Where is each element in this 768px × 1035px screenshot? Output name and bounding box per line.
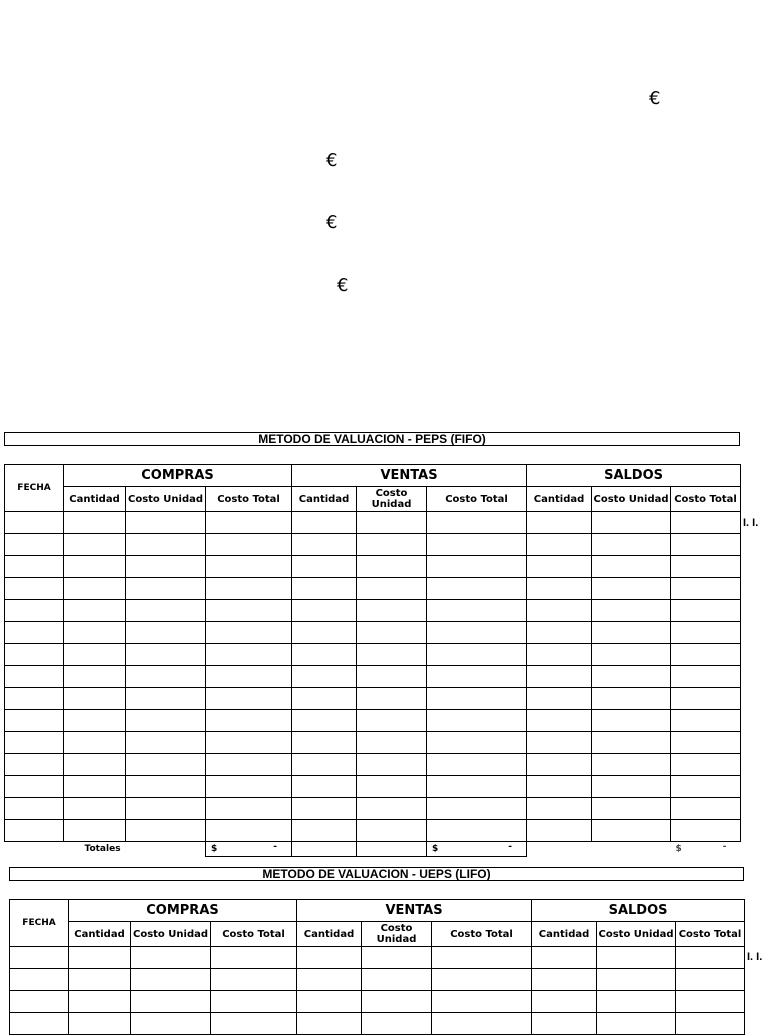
table-cell[interactable] <box>5 578 64 600</box>
col-header: Cantidad <box>69 922 131 947</box>
euro-symbol: € <box>337 275 349 296</box>
col-header: Costo Total <box>432 922 532 947</box>
table-cell[interactable] <box>597 991 676 1013</box>
table-cell[interactable] <box>592 644 671 666</box>
table-cell[interactable] <box>357 578 427 600</box>
table-cell[interactable] <box>527 820 592 842</box>
table-cell[interactable] <box>527 776 592 798</box>
table-cell[interactable] <box>357 776 427 798</box>
saldos-header: SALDOS <box>532 900 745 922</box>
table-cell[interactable] <box>206 556 292 578</box>
table-cell[interactable] <box>592 754 671 776</box>
table-row <box>10 947 745 969</box>
table-cell[interactable] <box>527 666 592 688</box>
table-cell[interactable] <box>427 688 527 710</box>
table-cell[interactable] <box>206 622 292 644</box>
table-cell[interactable] <box>527 644 592 666</box>
table-row <box>5 644 741 666</box>
dash: - <box>273 842 277 852</box>
table-cell[interactable] <box>126 754 206 776</box>
table-cell[interactable] <box>671 600 741 622</box>
table-cell[interactable] <box>206 644 292 666</box>
peps-body <box>5 512 741 842</box>
table-row <box>5 732 741 754</box>
table-cell[interactable] <box>64 600 126 622</box>
table-cell[interactable] <box>292 820 357 842</box>
table-cell[interactable] <box>206 688 292 710</box>
table-cell[interactable] <box>527 578 592 600</box>
table-cell[interactable] <box>527 710 592 732</box>
table-cell[interactable] <box>427 820 527 842</box>
table-cell[interactable] <box>10 991 69 1013</box>
table-cell[interactable] <box>131 969 211 991</box>
table-cell[interactable] <box>64 622 126 644</box>
table-cell[interactable] <box>126 644 206 666</box>
table-row <box>5 600 741 622</box>
table-cell[interactable] <box>671 776 741 798</box>
table-cell[interactable] <box>532 947 597 969</box>
table-cell[interactable] <box>206 512 292 534</box>
totals-cell <box>592 842 671 857</box>
table-cell[interactable] <box>671 556 741 578</box>
table-cell[interactable] <box>69 969 131 991</box>
table-cell[interactable] <box>292 710 357 732</box>
table-row <box>5 534 741 556</box>
table-cell[interactable] <box>362 969 432 991</box>
table-row <box>10 969 745 991</box>
ii-label: I. I. <box>743 517 759 529</box>
totals-label: Totales <box>84 844 121 855</box>
col-header: Costo Total <box>676 922 745 947</box>
table-cell[interactable] <box>5 666 64 688</box>
table-row <box>5 666 741 688</box>
euro-symbol: € <box>649 88 661 109</box>
table-cell[interactable] <box>597 969 676 991</box>
compras-total-cell <box>206 842 292 857</box>
col-header: Costo Total <box>427 487 527 512</box>
table-cell[interactable] <box>292 688 357 710</box>
table-cell[interactable] <box>357 644 427 666</box>
table-cell[interactable] <box>592 776 671 798</box>
euro-symbol: € <box>326 212 338 233</box>
dollar-sign: $ <box>432 844 439 854</box>
table-cell[interactable] <box>206 820 292 842</box>
table-row <box>5 556 741 578</box>
table-cell[interactable] <box>432 947 532 969</box>
fecha-header: FECHA <box>10 900 69 947</box>
col-header: Costo Total <box>211 922 297 947</box>
table-cell[interactable] <box>292 666 357 688</box>
table-row <box>5 798 741 820</box>
table-cell[interactable] <box>671 732 741 754</box>
table-cell[interactable] <box>206 732 292 754</box>
totals-cell <box>357 842 427 857</box>
table-cell[interactable] <box>64 556 126 578</box>
table-cell[interactable] <box>292 732 357 754</box>
table-cell[interactable] <box>671 512 741 534</box>
table-row <box>5 754 741 776</box>
table-cell[interactable] <box>427 622 527 644</box>
table-cell[interactable] <box>592 556 671 578</box>
table-cell[interactable] <box>126 710 206 732</box>
table-cell[interactable] <box>357 534 427 556</box>
table-cell[interactable] <box>5 512 64 534</box>
table-cell[interactable] <box>527 622 592 644</box>
ueps-title: METODO DE VALUACION - UEPS (LIFO) <box>9 867 744 881</box>
table-cell[interactable] <box>527 512 592 534</box>
table-cell[interactable] <box>64 512 126 534</box>
table-cell[interactable] <box>427 754 527 776</box>
table-cell[interactable] <box>5 776 64 798</box>
totals-cell <box>292 842 357 857</box>
table-cell[interactable] <box>427 600 527 622</box>
table-cell[interactable] <box>126 776 206 798</box>
table-cell[interactable] <box>527 688 592 710</box>
totals-cell <box>527 842 592 857</box>
table-cell[interactable] <box>5 534 64 556</box>
table-cell[interactable] <box>592 666 671 688</box>
table-row <box>5 512 741 534</box>
dash: - <box>508 842 513 852</box>
table-cell[interactable] <box>211 969 297 991</box>
table-cell[interactable] <box>527 732 592 754</box>
table-cell[interactable] <box>592 820 671 842</box>
table-cell[interactable] <box>64 776 126 798</box>
totals-label-cell <box>5 842 126 857</box>
table-cell[interactable] <box>126 732 206 754</box>
ventas-header: VENTAS <box>292 465 527 487</box>
table-cell[interactable] <box>5 644 64 666</box>
table-cell[interactable] <box>427 556 527 578</box>
table-cell[interactable] <box>10 947 69 969</box>
table-cell[interactable] <box>292 754 357 776</box>
table-cell[interactable] <box>357 754 427 776</box>
table-cell[interactable] <box>292 600 357 622</box>
table-cell[interactable] <box>292 556 357 578</box>
table-cell[interactable] <box>64 798 126 820</box>
table-cell[interactable] <box>357 732 427 754</box>
table-cell[interactable] <box>5 732 64 754</box>
table-cell[interactable] <box>5 688 64 710</box>
table-cell[interactable] <box>527 534 592 556</box>
table-cell[interactable] <box>592 600 671 622</box>
saldos-total-cell <box>671 842 741 857</box>
table-cell[interactable] <box>671 754 741 776</box>
table-cell[interactable] <box>126 578 206 600</box>
table-cell[interactable] <box>126 666 206 688</box>
table-cell[interactable] <box>69 947 131 969</box>
table-cell[interactable] <box>427 732 527 754</box>
table-cell[interactable] <box>126 534 206 556</box>
dollar-sign: $ <box>211 844 218 854</box>
col-header: Costo Unidad <box>592 487 671 512</box>
table-cell[interactable] <box>292 798 357 820</box>
table-cell[interactable] <box>671 578 741 600</box>
table-cell[interactable] <box>427 798 527 820</box>
totals-cell <box>126 842 206 857</box>
table-cell[interactable] <box>64 820 126 842</box>
table-cell[interactable] <box>206 754 292 776</box>
table-cell[interactable] <box>671 820 741 842</box>
table-row <box>5 622 741 644</box>
table-cell[interactable] <box>292 578 357 600</box>
table-cell[interactable] <box>126 600 206 622</box>
table-cell[interactable] <box>64 754 126 776</box>
table-cell[interactable] <box>357 622 427 644</box>
table-cell[interactable] <box>292 644 357 666</box>
table-cell[interactable] <box>592 688 671 710</box>
ventas-total-cell <box>427 842 527 857</box>
table-cell[interactable] <box>671 710 741 732</box>
table-cell[interactable] <box>292 776 357 798</box>
totals-row <box>5 842 741 857</box>
table-cell[interactable] <box>64 534 126 556</box>
col-header: Costo Unidad <box>597 922 676 947</box>
table-cell[interactable] <box>69 991 131 1013</box>
table-cell[interactable] <box>592 622 671 644</box>
table-cell[interactable] <box>427 666 527 688</box>
table-cell[interactable] <box>297 991 362 1013</box>
table-cell[interactable] <box>64 578 126 600</box>
dollar-sign: $ <box>675 844 682 855</box>
saldos-header: SALDOS <box>527 465 741 487</box>
table-cell[interactable] <box>527 798 592 820</box>
table-cell[interactable] <box>671 798 741 820</box>
table-cell[interactable] <box>527 754 592 776</box>
table-row <box>10 991 745 1013</box>
fecha-header: FECHA <box>5 465 64 512</box>
table-cell[interactable] <box>126 798 206 820</box>
table-cell[interactable] <box>126 512 206 534</box>
table-cell[interactable] <box>592 798 671 820</box>
col-header: Costo Unidad <box>357 487 427 512</box>
table-row <box>5 820 741 842</box>
col-header: Cantidad <box>527 487 592 512</box>
table-cell[interactable] <box>5 798 64 820</box>
ventas-header: VENTAS <box>297 900 532 922</box>
table-cell[interactable] <box>126 556 206 578</box>
table-cell[interactable] <box>292 512 357 534</box>
compras-header: COMPRAS <box>69 900 297 922</box>
table-cell[interactable] <box>676 947 745 969</box>
table-cell[interactable] <box>206 666 292 688</box>
table-cell[interactable] <box>206 798 292 820</box>
table-cell[interactable] <box>5 622 64 644</box>
table-cell[interactable] <box>126 688 206 710</box>
table-cell[interactable] <box>211 991 297 1013</box>
table-cell[interactable] <box>206 600 292 622</box>
table-cell[interactable] <box>671 622 741 644</box>
ii-label: I. I. <box>747 951 763 963</box>
euro-symbol: € <box>326 150 338 171</box>
table-cell[interactable] <box>297 947 362 969</box>
table-cell[interactable] <box>5 710 64 732</box>
peps-title: METODO DE VALUACION - PEPS (FIFO) <box>4 432 740 446</box>
table-cell[interactable] <box>206 578 292 600</box>
col-header: Costo Total <box>206 487 292 512</box>
table-cell[interactable] <box>5 556 64 578</box>
table-cell[interactable] <box>671 534 741 556</box>
table-cell[interactable] <box>676 969 745 991</box>
col-header: Costo Unidad <box>131 922 211 947</box>
table-cell[interactable] <box>527 600 592 622</box>
table-cell[interactable] <box>592 512 671 534</box>
table-cell[interactable] <box>671 688 741 710</box>
table-cell[interactable] <box>357 600 427 622</box>
table-cell[interactable] <box>427 512 527 534</box>
table-cell[interactable] <box>297 969 362 991</box>
table-cell[interactable] <box>592 710 671 732</box>
table-cell[interactable] <box>64 666 126 688</box>
table-cell[interactable] <box>131 947 211 969</box>
table-cell[interactable] <box>671 666 741 688</box>
table-cell[interactable] <box>532 969 597 991</box>
col-header: Cantidad <box>297 922 362 947</box>
table-cell[interactable] <box>357 666 427 688</box>
table-cell[interactable] <box>64 688 126 710</box>
ueps-body <box>10 947 745 1035</box>
table-cell[interactable] <box>64 710 126 732</box>
ueps-table <box>9 899 745 1035</box>
table-cell[interactable] <box>527 556 592 578</box>
col-header: Cantidad <box>532 922 597 947</box>
table-cell[interactable] <box>592 732 671 754</box>
table-cell[interactable] <box>292 622 357 644</box>
table-cell[interactable] <box>357 688 427 710</box>
table-cell[interactable] <box>532 991 597 1013</box>
table-cell[interactable] <box>10 969 69 991</box>
col-header: Costo Total <box>671 487 741 512</box>
table-cell[interactable] <box>427 578 527 600</box>
table-cell[interactable] <box>5 820 64 842</box>
dash: - <box>722 842 727 852</box>
table-cell[interactable] <box>592 578 671 600</box>
table-cell[interactable] <box>362 991 432 1013</box>
compras-header: COMPRAS <box>64 465 292 487</box>
table-cell[interactable] <box>427 710 527 732</box>
table-cell[interactable] <box>206 534 292 556</box>
table-cell[interactable] <box>427 534 527 556</box>
table-cell[interactable] <box>64 644 126 666</box>
peps-table <box>4 464 741 857</box>
table-cell[interactable] <box>357 710 427 732</box>
table-cell[interactable] <box>357 798 427 820</box>
table-cell[interactable] <box>126 622 206 644</box>
table-cell[interactable] <box>5 754 64 776</box>
table-cell[interactable] <box>362 947 432 969</box>
col-header: Cantidad <box>64 487 126 512</box>
table-cell[interactable] <box>427 644 527 666</box>
table-cell[interactable] <box>432 969 532 991</box>
table-cell[interactable] <box>64 732 126 754</box>
table-cell[interactable] <box>597 947 676 969</box>
table-cell[interactable] <box>126 820 206 842</box>
table-row <box>5 578 741 600</box>
table-cell[interactable] <box>676 991 745 1013</box>
col-header: Cantidad <box>292 487 357 512</box>
table-cell[interactable] <box>427 776 527 798</box>
table-cell[interactable] <box>357 556 427 578</box>
table-cell[interactable] <box>671 644 741 666</box>
table-cell[interactable] <box>357 820 427 842</box>
col-header: Costo Unidad <box>126 487 206 512</box>
table-row <box>5 776 741 798</box>
table-row <box>5 688 741 710</box>
table-cell[interactable] <box>206 710 292 732</box>
table-cell[interactable] <box>5 600 64 622</box>
table-row <box>5 710 741 732</box>
table-cell[interactable] <box>292 534 357 556</box>
table-cell[interactable] <box>206 776 292 798</box>
table-cell[interactable] <box>211 947 297 969</box>
table-cell[interactable] <box>131 991 211 1013</box>
table-cell[interactable] <box>592 534 671 556</box>
table-cell[interactable] <box>357 512 427 534</box>
col-header: Costo Unidad <box>362 922 432 947</box>
table-cell[interactable] <box>432 991 532 1013</box>
